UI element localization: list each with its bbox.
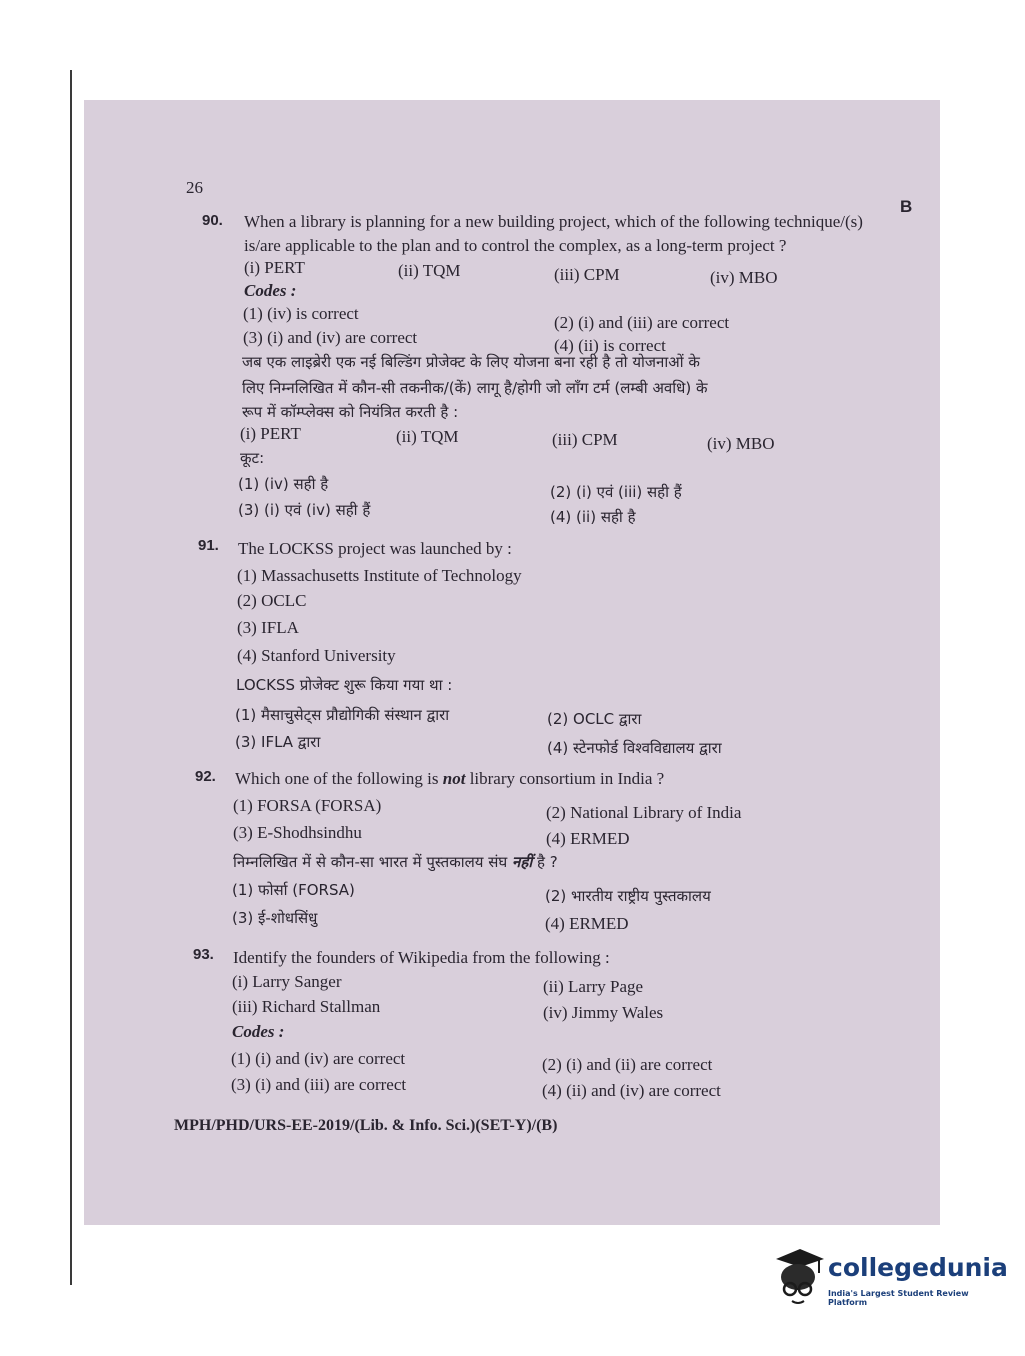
option-2: (2) OCLC (237, 591, 307, 610)
question-text-en: The LOCKSS project was launched by : (238, 539, 512, 558)
code-1-hi: (1) (iv) सही है (238, 475, 329, 493)
code-3: (3) (i) and (iii) are correct (231, 1075, 407, 1094)
option-1-hi: (1) मैसाचुसेट्स प्रौद्योगिकी संस्थान द्वारा (235, 706, 450, 724)
option-4: (4) ERMED (546, 829, 630, 848)
code-1: (1) (i) and (iv) are correct (231, 1049, 406, 1068)
option-1: (1) Massachusetts Institute of Technology (237, 566, 522, 585)
option-ii-hi: (ii) TQM (396, 427, 459, 446)
codes-label: Codes : (244, 281, 297, 300)
option-1-hi: (1) फोर्सा (FORSA) (232, 881, 355, 899)
brand-name: collegedunia (828, 1253, 1008, 1282)
code-2: (2) (i) and (ii) are correct (542, 1055, 713, 1074)
question-text-hi: लिए निम्नलिखित में कौन-सी तकनीक/(कें) लागू है/होगी जो लॉंग टर्म (लम्बी अवधि) के (242, 379, 708, 397)
option-iv: (iv) MBO (710, 268, 778, 287)
code-3-hi: (3) (i) एवं (iv) सही हैं (238, 501, 371, 519)
question-text-part: निम्नलिखित में से कौन-सा भारत में पुस्तकालय संघ (233, 853, 513, 871)
question-text-part: library consortium in India ? (465, 769, 665, 788)
option-2-hi: (2) भारतीय राष्ट्रीय पुस्तकालय (545, 887, 711, 905)
option-1: (1) FORSA (FORSA) (233, 796, 382, 815)
option-2: (2) National Library of India (546, 803, 742, 822)
brand-tagline: India's Largest Student Review Platform (828, 1289, 969, 1307)
question-text-part: Which one of the following is (235, 769, 443, 788)
option-iv-hi: (iv) MBO (707, 434, 775, 453)
option-3: (3) IFLA (237, 618, 299, 637)
question-text-hi: जब एक लाइब्रेरी एक नई बिल्डिंग प्रोजेक्ट के लिए योजना बना रही है तो योजनाओं के (242, 353, 700, 371)
exam-page (84, 100, 940, 1225)
option-ii: (ii) TQM (398, 261, 461, 280)
option-4-hi: (4) ERMED (545, 914, 629, 933)
option-3-hi: (3) ई-शोधसिंधु (232, 909, 318, 927)
option-4: (4) Stanford University (237, 646, 396, 665)
option-4-hi: (4) स्टेनफोर्ड विश्वविद्यालय द्वारा (547, 739, 722, 757)
option-ii: (ii) Larry Page (543, 977, 644, 996)
option-3: (3) E-Shodhsindhu (233, 823, 362, 842)
code-2: (2) (i) and (iii) are correct (554, 313, 730, 332)
question-text-en: When a library is planning for a new building project, which of the following technique/(s) (244, 212, 863, 231)
code-2-hi: (2) (i) एवं (iii) सही हैं (550, 483, 682, 501)
code-1: (1) (iv) is correct (243, 304, 359, 323)
codes-label: Codes : (232, 1022, 285, 1041)
page-footer: MPH/PHD/URS-EE-2019/(Lib. & Info. Sci.)(SET-Y)/(B) (174, 1117, 558, 1134)
option-i-hi: (i) PERT (240, 424, 301, 443)
option-i: (i) PERT (244, 258, 305, 277)
option-iii: (iii) Richard Stallman (232, 997, 381, 1016)
option-i: (i) Larry Sanger (232, 972, 342, 991)
option-iv: (iv) Jimmy Wales (543, 1003, 664, 1022)
code-3: (3) (i) and (iv) are correct (243, 328, 418, 347)
question-text-hi (233, 852, 558, 872)
emphasis-not: not (442, 769, 466, 788)
question-text-en (235, 769, 664, 789)
scan-edge (70, 70, 72, 1285)
question-text-part: है ? (532, 853, 558, 871)
code-4-hi: (4) (ii) सही है (550, 508, 636, 526)
mascot-icon (770, 1245, 826, 1315)
codes-label-hi: कूट: (240, 449, 265, 467)
question-text-hi: LOCKSS प्रोजेक्ट शुरू किया गया था : (236, 676, 453, 694)
code-4: (4) (ii) is correct (554, 336, 666, 355)
question-number: 92. (195, 768, 216, 785)
page-number: 26 (186, 178, 203, 197)
option-3-hi: (3) IFLA द्वारा (235, 733, 321, 751)
question-text-hi: रूप में कॉम्प्लेक्स को नियंत्रित करती है : (242, 403, 459, 421)
code-4: (4) (ii) and (iv) are correct (542, 1081, 721, 1100)
question-text-en: Identify the founders of Wikipedia from the following : (233, 948, 610, 967)
option-iii: (iii) CPM (554, 265, 620, 284)
collegedunia-logo (770, 1245, 1008, 1315)
emphasis-not-hi: नहीं (512, 853, 533, 871)
question-text-en: is/are applicable to the plan and to control the complex, as a long-term project ? (244, 236, 787, 255)
option-2-hi: (2) OCLC द्वारा (547, 710, 642, 728)
question-number: 91. (198, 537, 219, 554)
question-number: 90. (202, 212, 223, 229)
option-iii-hi: (iii) CPM (552, 430, 618, 449)
question-number: 93. (193, 946, 214, 963)
set-letter: B (900, 197, 913, 216)
